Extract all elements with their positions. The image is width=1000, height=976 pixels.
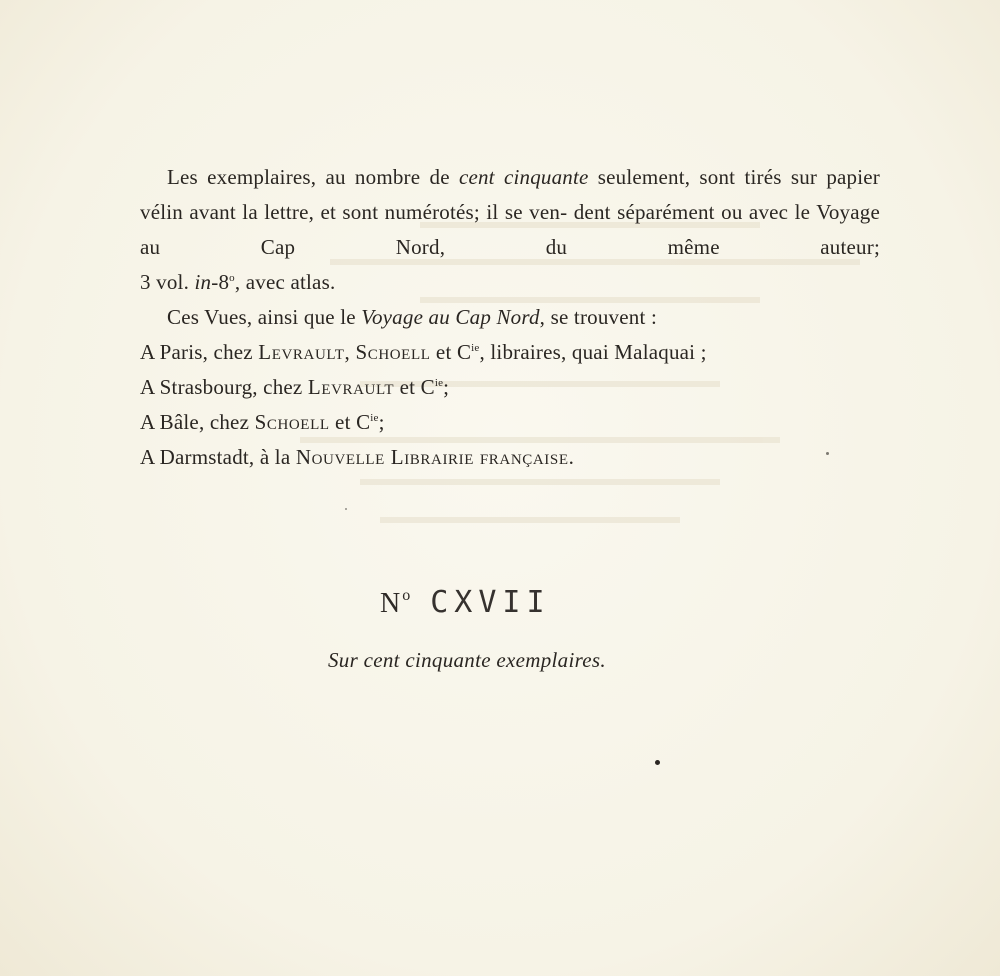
- superscript: o: [402, 587, 413, 604]
- publisher-name: Schoell: [355, 340, 431, 364]
- notice-text: et C: [329, 410, 371, 434]
- notice-text: ,: [344, 340, 356, 364]
- book-title: Voyage au Cap Nord: [361, 305, 540, 329]
- edition-note: Sur cent cinquante exemplaires.: [328, 648, 606, 672]
- superscript: ie: [434, 377, 444, 389]
- notice-text: ;: [378, 410, 385, 434]
- publisher-name: Levrault: [258, 340, 345, 364]
- notice-text: , libraires, quai Malaquai ;: [479, 340, 707, 364]
- notice-text: et C: [394, 375, 435, 399]
- notice-text: tirés sur papier vélin avant la lettre, et sont numérotés; il se ven-: [140, 165, 880, 224]
- notice-text: ;: [443, 375, 450, 399]
- numero-label: N: [380, 588, 403, 619]
- notice-text: .: [568, 445, 575, 469]
- superscript: ie: [370, 412, 379, 424]
- superscript: o: [229, 272, 235, 284]
- copy-number: [380, 585, 551, 620]
- ink-speck: [655, 760, 660, 765]
- notice-text: et C: [430, 340, 472, 364]
- notice-text: A Strasbourg, chez: [140, 375, 308, 399]
- notice-emphasis: cent cinquante: [458, 165, 589, 189]
- seller-bale: [140, 405, 880, 440]
- seller-paris: [140, 335, 880, 370]
- seller-strasbourg: [140, 370, 880, 405]
- notice-text: A Darmstadt, à la: [140, 445, 296, 469]
- notice-text: seulement, sont: [588, 165, 736, 189]
- publisher-name: Levrault: [307, 375, 395, 399]
- notice-text: 3 vol.: [140, 270, 195, 294]
- ink-speck: [826, 452, 829, 455]
- notice-text: Ces Vues, ainsi que le: [167, 305, 362, 329]
- notice-text: Les exemplaires, au nombre de: [167, 165, 459, 189]
- publisher-name: Schoell: [254, 410, 330, 434]
- notice-emphasis: in: [194, 270, 212, 294]
- notice-text: A Paris, chez: [140, 340, 259, 364]
- availability-line: [140, 300, 880, 335]
- notice-text: -8: [211, 270, 230, 294]
- ink-speck: [345, 508, 347, 510]
- publisher-name: Nouvelle Librairie française: [295, 445, 569, 469]
- format-line: [140, 265, 880, 300]
- notice-text: A Bâle, chez: [140, 410, 255, 434]
- superscript: ie: [471, 342, 480, 354]
- stamped-number: CXVII: [430, 585, 551, 620]
- seller-darmstadt: [140, 440, 880, 475]
- notice-text: , se trouvent :: [539, 305, 657, 329]
- notice-text: dent séparément ou avec le Voyage au Cap Nord, du même auteur;: [140, 200, 881, 259]
- notice-text: , avec atlas.: [234, 270, 336, 294]
- publication-notice: [140, 160, 880, 475]
- edition-paragraph: [140, 160, 880, 265]
